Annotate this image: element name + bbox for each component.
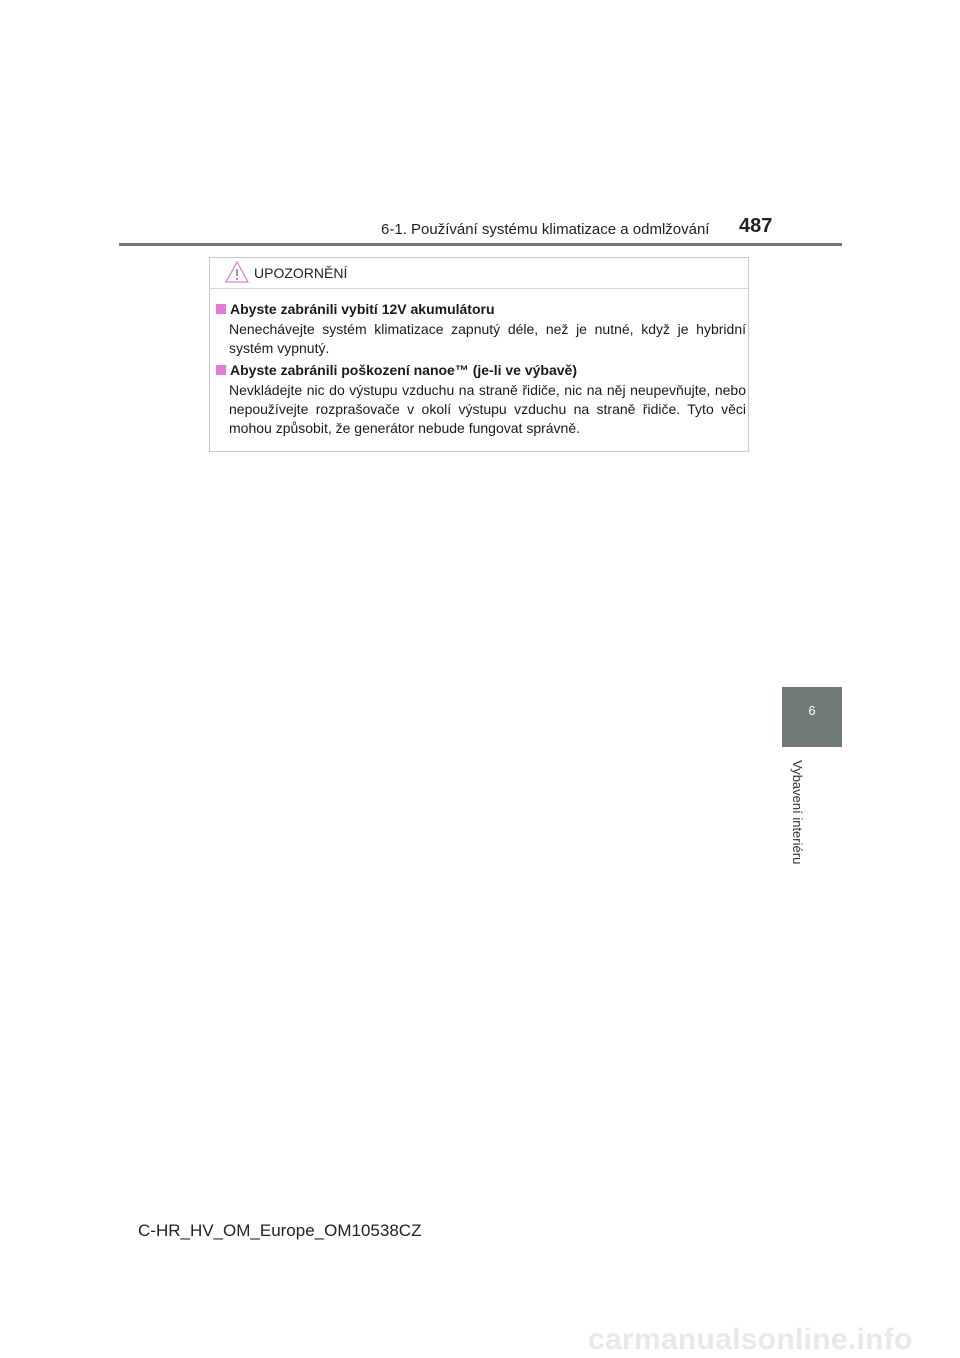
warning-header	[210, 258, 748, 289]
section-heading-text: Abyste zabránili poškození nanoe™ (je-li ve výbavě)	[230, 362, 577, 378]
chapter-tab	[782, 687, 842, 747]
section-body: Nenechávejte systém klimatizace zapnutý déle, než je nutné, když je hybridní systém vypnutý.	[229, 321, 746, 356]
section-heading	[216, 361, 746, 379]
watermark: carmanualsonline.info	[588, 1323, 913, 1356]
warning-title: UPOZORNĚNÍ	[254, 265, 348, 281]
section-body: Nevkládejte nic do výstupu vzduchu na straně řidiče, nic na něj neupevňujte, nebo nepoužívejte rozprašovače v okolí výstupu vzduchu na straně řidiče. Tyto věci mohou způsobit, že generátor nebude fungovat správně.	[229, 382, 746, 436]
chapter-label: Vybavení interiéru	[790, 760, 805, 865]
page-number: 487	[739, 215, 773, 237]
warning-section-nanoe	[216, 361, 746, 438]
section-heading	[216, 300, 746, 318]
warning-triangle-icon	[224, 260, 250, 284]
warning-section-battery	[216, 300, 746, 358]
square-bullet-icon	[216, 304, 226, 314]
square-bullet-icon	[216, 365, 226, 375]
header-section-title: 6-1. Používání systému klimatizace a odmlžování	[381, 221, 710, 238]
chapter-number: 6	[808, 703, 816, 718]
document-code: C-HR_HV_OM_Europe_OM10538CZ	[138, 1221, 422, 1240]
warning-box	[209, 257, 749, 452]
header-divider	[119, 243, 842, 246]
section-heading-text: Abyste zabránili vybití 12V akumulátoru	[230, 301, 495, 317]
